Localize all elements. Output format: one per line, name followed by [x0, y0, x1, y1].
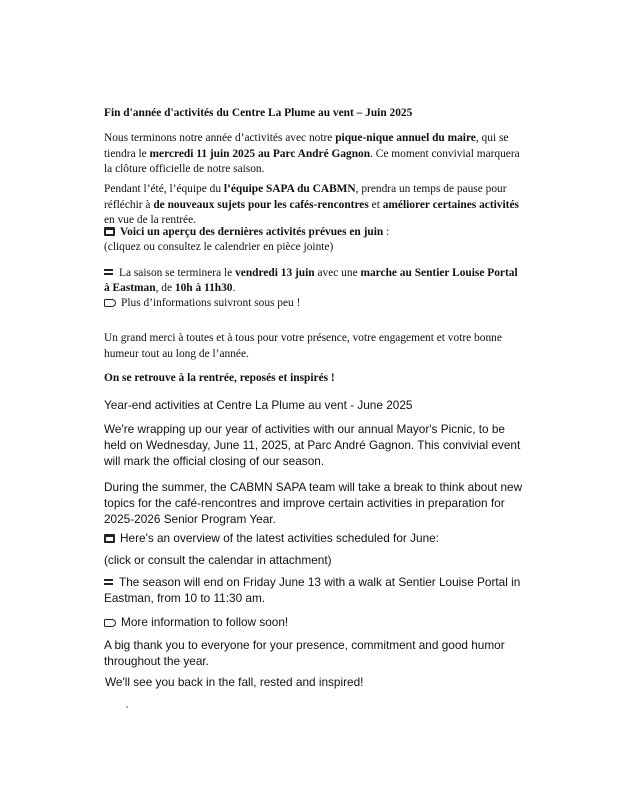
text-run: .: [232, 282, 236, 295]
calendar-icon: [104, 227, 115, 236]
fr-paragraph-overview: [104, 225, 524, 255]
bold-text-run: améliorer certaines activités: [382, 198, 519, 211]
fr-closing: On se retrouve à la rentrée, reposés et inspirés !: [104, 372, 335, 385]
en-paragraph-summer: During the summer, the CABMN SAPA team will take a break to think about new topics for the café-rencontres and improve certain activities in preparation for 2025-2026 Senior Program Year.: [104, 479, 523, 527]
text-run: et: [368, 198, 383, 211]
bold-text-run: l’équipe SAPA du CABMN: [223, 183, 356, 196]
fr-paragraph-thanks: Un grand merci à toutes et à tous pour votre présence, votre engagement et votre bonne humeur tout au long de l’année.: [104, 332, 502, 360]
bold-text-run: pique-nique annuel du maire: [335, 132, 476, 145]
en-closing: We'll see you back in the fall, rested and inspired!: [105, 674, 364, 689]
bold-text-run: de nouveaux sujets pour les cafés-rencontres: [153, 198, 369, 211]
en-title: Year-end activities at Centre La Plume au vent - June 2025: [104, 397, 413, 412]
fr-more-info: Plus d’informations suivront sous peu !: [121, 297, 301, 310]
text-run: avec une: [314, 267, 361, 279]
text-run: , de: [155, 282, 175, 295]
bold-text-run: Voici un aperçu des dernières activités prévues en juin: [120, 226, 384, 238]
fr-paragraph-summer: [104, 182, 524, 228]
fr-paragraph-picnic: [104, 131, 524, 177]
calendar-icon: [104, 534, 115, 543]
bold-text-run: mercredi 11 juin 2025 au Parc André Gagnon: [149, 147, 371, 160]
en-more-info: More information to follow soon!: [104, 614, 524, 630]
scan-speck: [126, 706, 128, 708]
fr-paragraph-season-end: [104, 266, 524, 312]
text-run: Nous terminons notre année d’activités avec notre: [104, 132, 336, 145]
text-run: , prendra un temps de pause pour réfléchir à: [104, 183, 507, 211]
text-run: Pendant l’été, l’équipe du: [104, 183, 224, 196]
en-calendar-note: (click or consult the calendar in attachment): [104, 552, 332, 567]
en-paragraph-thanks: A big thank you to everyone for your presence, commitment and good humor throughout the year.: [104, 637, 505, 668]
text-run: , qui se tiendra le: [104, 132, 509, 160]
shuffle-icon: [104, 267, 114, 277]
shuffle-icon: [104, 577, 114, 587]
en-paragraph-season-end: The season will end on Friday June 13 with a walk at Sentier Louise Portal in Eastman, from 10 to 11:30 am.: [104, 574, 521, 605]
fr-title: Fin d'année d'activités du Centre La Plume au vent – Juin 2025: [104, 107, 413, 120]
en-paragraph-overview: Here's an overview of the latest activities scheduled for June:: [104, 530, 524, 546]
bold-text-run: 10h à 11h30: [174, 282, 233, 295]
bold-text-run: vendredi 13 juin: [235, 267, 315, 279]
pointing-hand-icon: [104, 299, 116, 307]
bold-text-run: marche au Sentier Louise Portal à Eastman: [104, 267, 518, 295]
pointing-hand-icon: [104, 619, 116, 627]
text-run: :: [383, 226, 390, 238]
fr-calendar-note: (cliquez ou consultez le calendrier en pièce jointe): [104, 241, 334, 254]
text-run: . Ce moment convivial marquera la clôture officielle de notre saison.: [104, 147, 520, 175]
text-run: La saison se terminera le: [119, 267, 236, 279]
text-run: en vue de la rentrée.: [104, 213, 197, 226]
en-paragraph-picnic: We're wrapping up our year of activities with our annual Mayor's Picnic, to be held on Wednesday, June 11, 2025, at Parc André Gagnon. This convivial event will mark the official closing of our season.: [104, 421, 521, 469]
